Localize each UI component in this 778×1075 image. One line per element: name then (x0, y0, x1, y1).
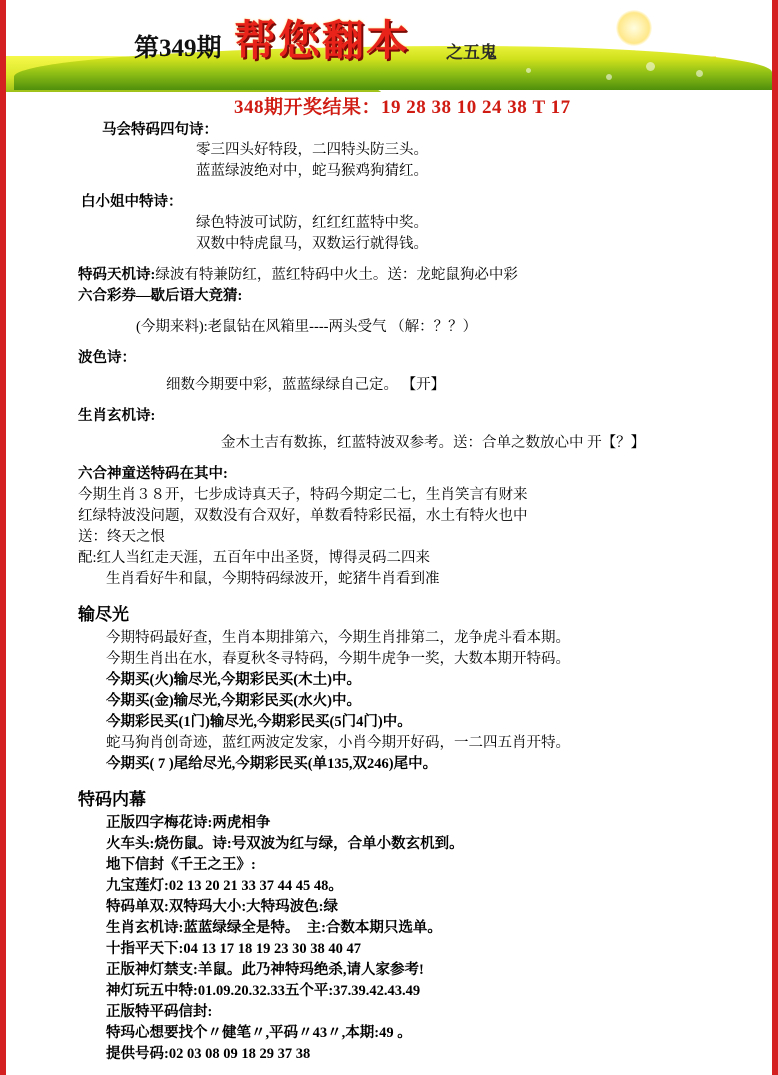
section-liuhequan-riddle: (今期来料):老鼠钻在风箱里----两头受气 （解：？？） (136, 319, 478, 335)
section-shujinguang-line-4: 今期买(金)输尽光,今期彩民买(水火)中。 (106, 693, 361, 709)
section-shujinguang-line-3: 今期买(火)输尽光,今期彩民买(木土)中。 (106, 672, 361, 688)
section-neimu-line-2: 火车头:烧伤鼠。诗:号双波为红与绿，合单小数玄机到。 (106, 836, 464, 852)
section-neimu-line-12: 提供号码:02 03 08 09 18 29 37 38 (106, 1046, 311, 1062)
section-shentong-line-4: 配:红人当红走天涯，五百年中出圣贤，博得灵码二四来 (78, 550, 431, 566)
section-shengxiao (6, 406, 772, 454)
section-neimu-line-9: 神灯玩五中特:01.09.20.32.33五个平:37.39.42.43.49 (106, 983, 421, 999)
section-shentong-line-5: 生肖看好牛和鼠，今期特码绿波开，蛇猪牛肖看到准 (106, 571, 440, 587)
section-bose (6, 348, 772, 396)
section-tianji-text: 绿波有特兼防红，蓝红特码中火土。送：龙蛇鼠狗必中彩 (155, 267, 518, 283)
section-shentong-label: 六合神童送特码在其中: (78, 466, 228, 482)
section-shentong-line-1: 今期生肖３８开，七步成诗真天子，特码今期定二七，生肖笑言有财来 (78, 487, 528, 503)
section-shujinguang (6, 590, 772, 775)
section-neimu-line-6: 生肖玄机诗:蓝蓝绿绿全是特。 主:合数本期只选单。 (106, 920, 442, 936)
section-baixiaojie-line-1: 绿色特波可试防，红红红蓝特中奖。 (196, 215, 428, 231)
section-liuhequan-label: 六合彩券—歇后语大竞猜: (78, 288, 243, 304)
section-shujinguang-title: 输尽光 (78, 605, 129, 624)
section-neimu-line-11: 特玛心想要找个〃健笔〃,平码〃43〃,本期:49 。 (106, 1025, 412, 1041)
section-neimu-line-10: 正版特平码信封: (106, 1004, 213, 1020)
section-mahui-header (6, 118, 772, 140)
section-mahui-line-2: 蓝蓝绿波绝对中，蛇马猴鸡狗猜红。 (196, 163, 428, 179)
section-neimu (6, 775, 772, 1065)
section-neimu-line-5: 特码单双:双特玛大小:大特玛波色:绿 (106, 899, 338, 915)
draw-result-text: 348期开奖结果：19 28 38 10 24 38 T 17 (234, 97, 571, 118)
section-shentong-line-3: 送：终天之恨 (78, 529, 165, 545)
page-title: 帮您翻本 (234, 19, 411, 65)
section-baixiaojie-label: 白小姐中特诗： (81, 194, 183, 210)
right-border (772, 0, 778, 1075)
sun-icon (616, 10, 652, 46)
issue-number: 第349期 (134, 35, 222, 62)
section-mahui-line-1: 零三四头好特段，二四特头防三头。 (196, 142, 428, 158)
section-shujinguang-line-5: 今期彩民买(1门)输尽光,今期彩民买(5门4门)中。 (106, 714, 412, 730)
section-mahui-label: 马会特码四句诗： (102, 122, 218, 138)
decor-dot (646, 62, 655, 71)
section-tianji-line (6, 265, 772, 286)
section-neimu-line-1: 正版四字梅花诗:两虎相争 (106, 815, 271, 831)
section-neimu-line-4: 九宝莲灯:02 13 20 21 33 37 44 45 48。 (106, 878, 343, 894)
section-mahui (6, 118, 772, 182)
section-shengxiao-line: 金木土吉有数拣，红蓝特波双参考。送：合单之数放心中 开【？】 (221, 435, 646, 451)
banner (6, 0, 772, 92)
page-subtitle: 之五鬼 (446, 43, 497, 62)
section-shujinguang-line-7: 今期买( 7 )尾给尽光,今期彩民买(单135,双246)尾中。 (106, 756, 438, 772)
section-bose-line: 细数今期要中彩，蓝蓝绿绿自己定。 【开】 (166, 377, 446, 393)
section-shujinguang-line-6: 蛇马狗肖创奇迹，蓝红两波定发家，小肖今期开好码，一二四五肖开特。 (106, 735, 570, 751)
section-shujinguang-line-2: 今期生肖出在水，春夏秋冬寻特码，今期牛虎争一奖，大数本期开特码。 (106, 651, 570, 667)
section-neimu-title: 特码内幕 (78, 790, 146, 809)
decor-dot (526, 68, 531, 73)
section-tianji (6, 265, 772, 338)
section-shentong (6, 464, 772, 590)
section-baixiaojie (6, 192, 772, 255)
section-neimu-line-7: 十指平天下:04 13 17 18 19 23 30 38 40 47 (106, 941, 361, 957)
section-shengxiao-label: 生肖玄机诗: (78, 408, 156, 424)
decor-dot (696, 70, 703, 77)
section-baixiaojie-line-2: 双数中特虎鼠马，双数运行就得钱。 (196, 236, 428, 252)
section-tianji-label: 特码天机诗: (78, 267, 156, 283)
section-neimu-line-8: 正版神灯禁支:羊鼠。此乃神特玛绝杀,请人家参考! (106, 962, 424, 978)
draw-result-row (6, 92, 772, 118)
section-bose-label: 波色诗： (78, 350, 136, 366)
section-shujinguang-line-1: 今期特码最好查，生肖本期排第六，今期生肖排第二，龙争虎斗看本期。 (106, 630, 570, 646)
section-neimu-line-3: 地下信封《千王之王》: (106, 857, 256, 873)
page-content (6, 0, 772, 1075)
section-shentong-line-2: 红绿特波没问题，双数没有合双好，单数看特彩民福，水土有特火也中 (78, 508, 528, 524)
decor-dot (606, 74, 612, 80)
